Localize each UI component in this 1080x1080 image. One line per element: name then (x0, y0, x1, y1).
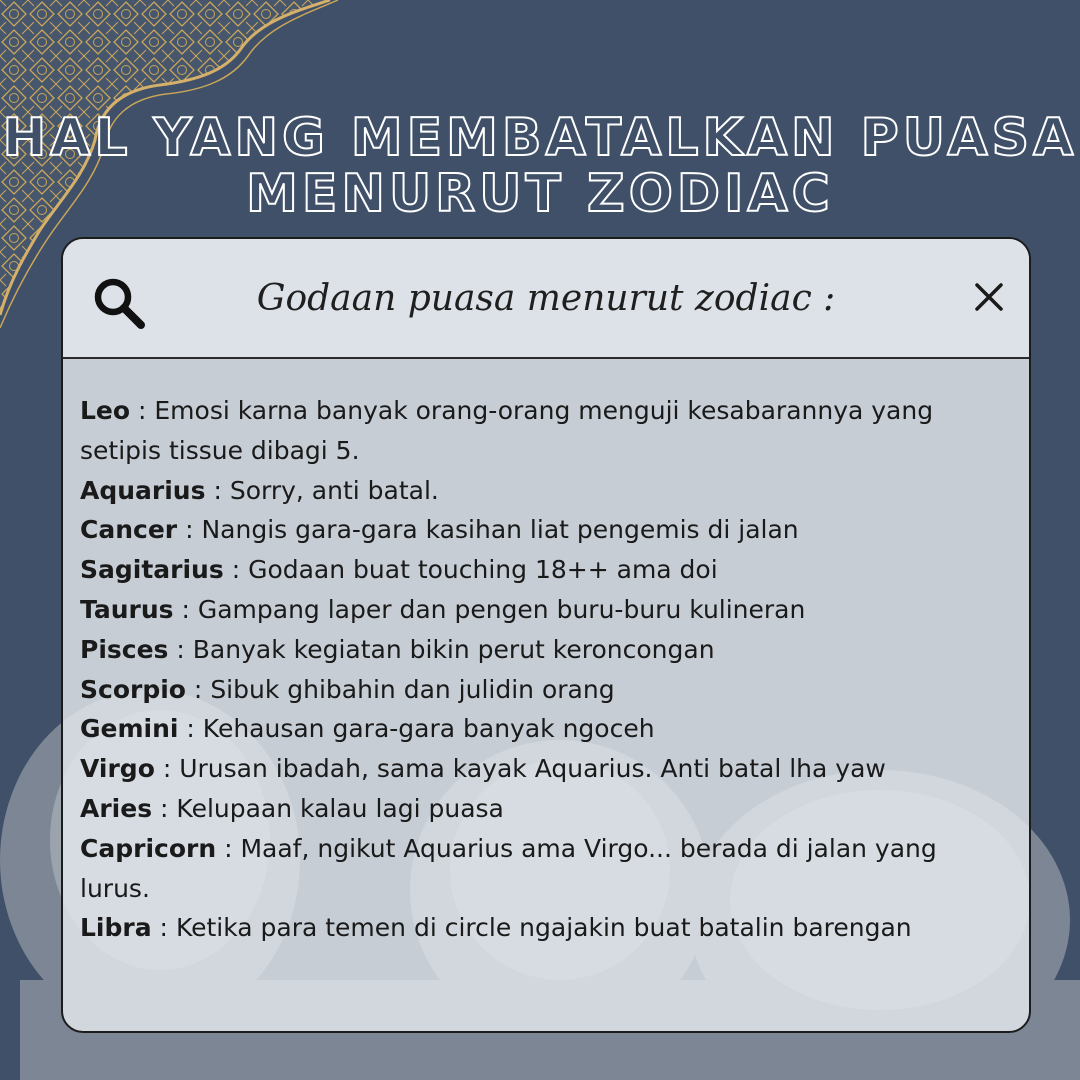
separator: : (152, 793, 177, 823)
page-title-line-1: HAL YANG MEMBATALKAN PUASA (2, 108, 1078, 168)
zodiac-description: Urusan ibadah, sama kayak Aquarius. Anti batal lha yaw (179, 754, 886, 784)
zodiac-entry-aries (80, 789, 989, 829)
zodiac-sign: Cancer (80, 515, 178, 545)
zodiac-description: Emosi karna banyak orang-orang menguji kesabarannya yang setipis tissue dibagi 5. (80, 396, 934, 465)
zodiac-description: Sorry, anti batal. (229, 475, 439, 505)
zodiac-entry-pisces (80, 630, 989, 670)
separator: : (173, 594, 198, 624)
zodiac-entry-sagitarius (80, 550, 989, 590)
zodiac-sign: Sagitarius (80, 555, 224, 585)
zodiac-description: Banyak kegiatan bikin perut keroncongan (192, 634, 715, 664)
zodiac-description: Ketika para temen di circle ngajakin buat batalin barengan (175, 913, 912, 943)
separator: : (223, 555, 249, 585)
zodiac-description: Nangis gara-gara kasihan liat pengemis di jalan (201, 515, 799, 545)
window-header-title: Godaan puasa menurut zodiac : (256, 278, 836, 319)
zodiac-entry-cancer (80, 510, 989, 550)
separator: : (154, 754, 180, 784)
zodiac-entry-gemini (80, 709, 989, 749)
zodiac-description: Maaf, ngikut Aquarius ama Virgo... berada di jalan yang lurus. (80, 833, 937, 903)
zodiac-entry-capricorn (80, 829, 989, 909)
zodiac-sign: Libra (80, 913, 152, 943)
zodiac-entry-libra (80, 908, 989, 948)
zodiac-entry-leo (80, 391, 989, 471)
separator: : (178, 714, 203, 744)
zodiac-sign: Pisces (80, 634, 169, 664)
zodiac-sign: Capricorn (80, 833, 217, 863)
zodiac-entry-aquarius (80, 471, 989, 511)
separator: : (130, 396, 155, 425)
separator: : (205, 475, 230, 505)
zodiac-sign: Leo (80, 396, 131, 425)
zodiac-description: Sibuk ghibahin dan julidin orang (210, 674, 615, 704)
zodiac-list (63, 359, 1029, 948)
separator: : (151, 913, 176, 943)
zodiac-sign: Aquarius (80, 475, 206, 505)
page-title-line-2: MENURUT ZODIAC (246, 164, 834, 224)
zodiac-entry-scorpio (80, 670, 989, 710)
zodiac-sign: Scorpio (80, 674, 186, 704)
zodiac-entry-taurus (80, 590, 989, 630)
zodiac-entry-virgo (80, 749, 989, 789)
separator: : (177, 515, 202, 545)
window-header (63, 239, 1029, 359)
separator: : (185, 674, 211, 704)
zodiac-description: Gampang laper dan pengen buru-buru kulineran (197, 594, 806, 624)
zodiac-description: Godaan buat touching 18++ ama doi (248, 555, 718, 585)
zodiac-sign: Virgo (80, 754, 155, 784)
zodiac-sign: Aries (80, 793, 153, 823)
zodiac-description: Kehausan gara-gara banyak ngoceh (202, 714, 655, 744)
separator: : (216, 833, 241, 863)
separator: : (168, 634, 193, 664)
zodiac-description: Kelupaan kalau lagi puasa (176, 793, 504, 823)
close-icon[interactable] (971, 279, 1007, 315)
zodiac-sign: Taurus (80, 594, 174, 624)
zodiac-sign: Gemini (80, 714, 179, 744)
browser-window (61, 237, 1031, 1033)
